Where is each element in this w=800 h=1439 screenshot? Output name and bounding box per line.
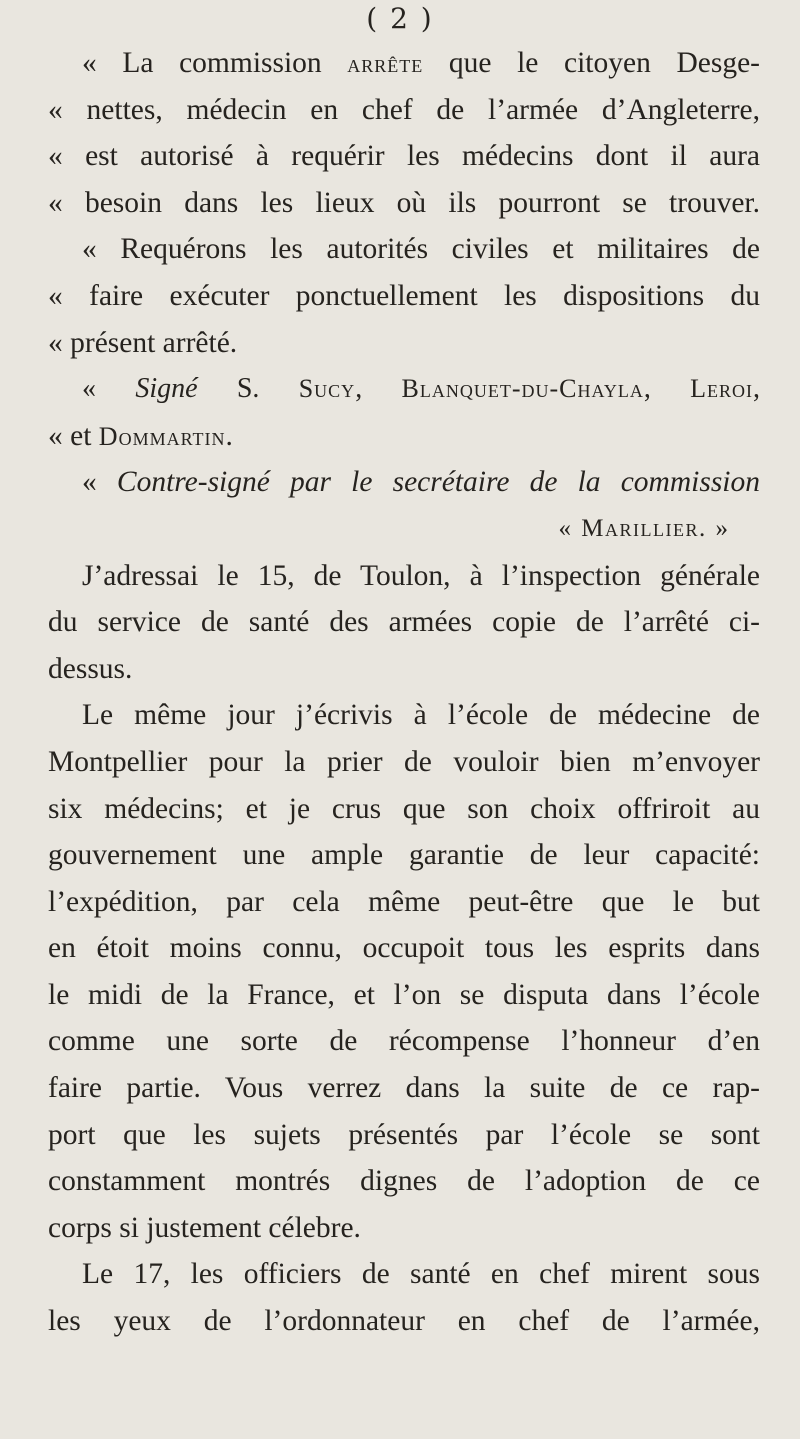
text-line: du service de santé des armées copie de l’arrêté ci- — [48, 606, 760, 639]
text-line: « nettes, médecin en chef de l’armée d’Angleterre, — [48, 93, 760, 126]
body-text — [48, 40, 760, 1345]
text-span: , — [643, 373, 691, 405]
text-line: « besoin dans les lieux où ils pourront se trouver. — [48, 186, 760, 219]
signatory-name: Leroi — [690, 374, 754, 404]
text-line: port que les sujets présentés par l’école se sont — [48, 1118, 760, 1151]
text-line: en étoit moins connu, occupoit tous les esprits dans — [48, 932, 760, 965]
text-line: l’expédition, par cela même peut-être que le but — [48, 885, 760, 918]
text-span: que le citoyen Desge- — [423, 47, 760, 79]
text-line: faire partie. Vous verrez dans la suite de ce rap- — [48, 1072, 760, 1105]
text-span: « — [82, 373, 136, 405]
text-span: . — [225, 419, 233, 452]
text-span: « — [82, 466, 117, 499]
text-line: « Requérons les autorités civiles et militaires de — [82, 233, 760, 266]
text-span: « et — [48, 419, 99, 452]
text-span: . » — [699, 514, 730, 542]
signature-line — [48, 413, 760, 460]
text-line: les yeux de l’ordonnateur en chef de l’armée, — [48, 1305, 760, 1338]
text-span-smallcaps: arrête — [347, 49, 424, 78]
text-line: six médecins; et je crus que son choix offriroit au — [48, 792, 760, 825]
signatory-name: Blanquet-du-Chayla — [401, 374, 644, 404]
text-line: Le même jour j’écrivis à l’école de médecine de — [82, 699, 760, 732]
text-line: J’adressai le 15, de Toulon, à l’inspection générale — [82, 559, 760, 592]
text-line: corps si justement célebre. — [48, 1211, 361, 1244]
text-line: « est autorisé à requérir les médecins dont il aura — [48, 140, 760, 173]
text-span: , — [753, 373, 760, 405]
text-line: dessus. — [48, 652, 133, 685]
text-line: « présent arrêté. — [48, 326, 238, 359]
signatory-name: Dommartin — [98, 421, 226, 451]
text-line: Montpellier pour la prier de vouloir bien m’envoyer — [48, 745, 760, 778]
page-number: ( 2 ) — [366, 2, 434, 35]
text-line: comme une sorte de récompense l’honneur d’en — [48, 1025, 760, 1058]
countersign-name-line — [48, 506, 760, 553]
text-span-italic: Contre-signé par le secrétaire de la commission — [116, 466, 760, 499]
text-line: constamment montrés dignes de l’adoption de ce — [48, 1165, 760, 1198]
text-span-italic: Signé — [135, 373, 198, 405]
text-line: gouvernement une ample garantie de leur capacité: — [48, 839, 760, 872]
text-line: le midi de la France, et l’on se disputa dans l’école — [48, 978, 760, 1011]
text-line — [48, 40, 760, 87]
countersign-line — [48, 459, 760, 506]
signature-line — [48, 366, 760, 413]
text-line: Le 17, les officiers de santé en chef mirent sous — [82, 1258, 760, 1291]
text-span: « — [558, 514, 582, 542]
signatory-name: Marillier — [581, 514, 699, 542]
text-span: S. — [197, 373, 299, 405]
text-line: « faire exécuter ponctuellement les dispositions du — [48, 279, 760, 312]
signatory-name: Sucy — [298, 374, 356, 404]
text-span: , — [355, 373, 402, 405]
text-span: « La commission — [82, 47, 348, 79]
